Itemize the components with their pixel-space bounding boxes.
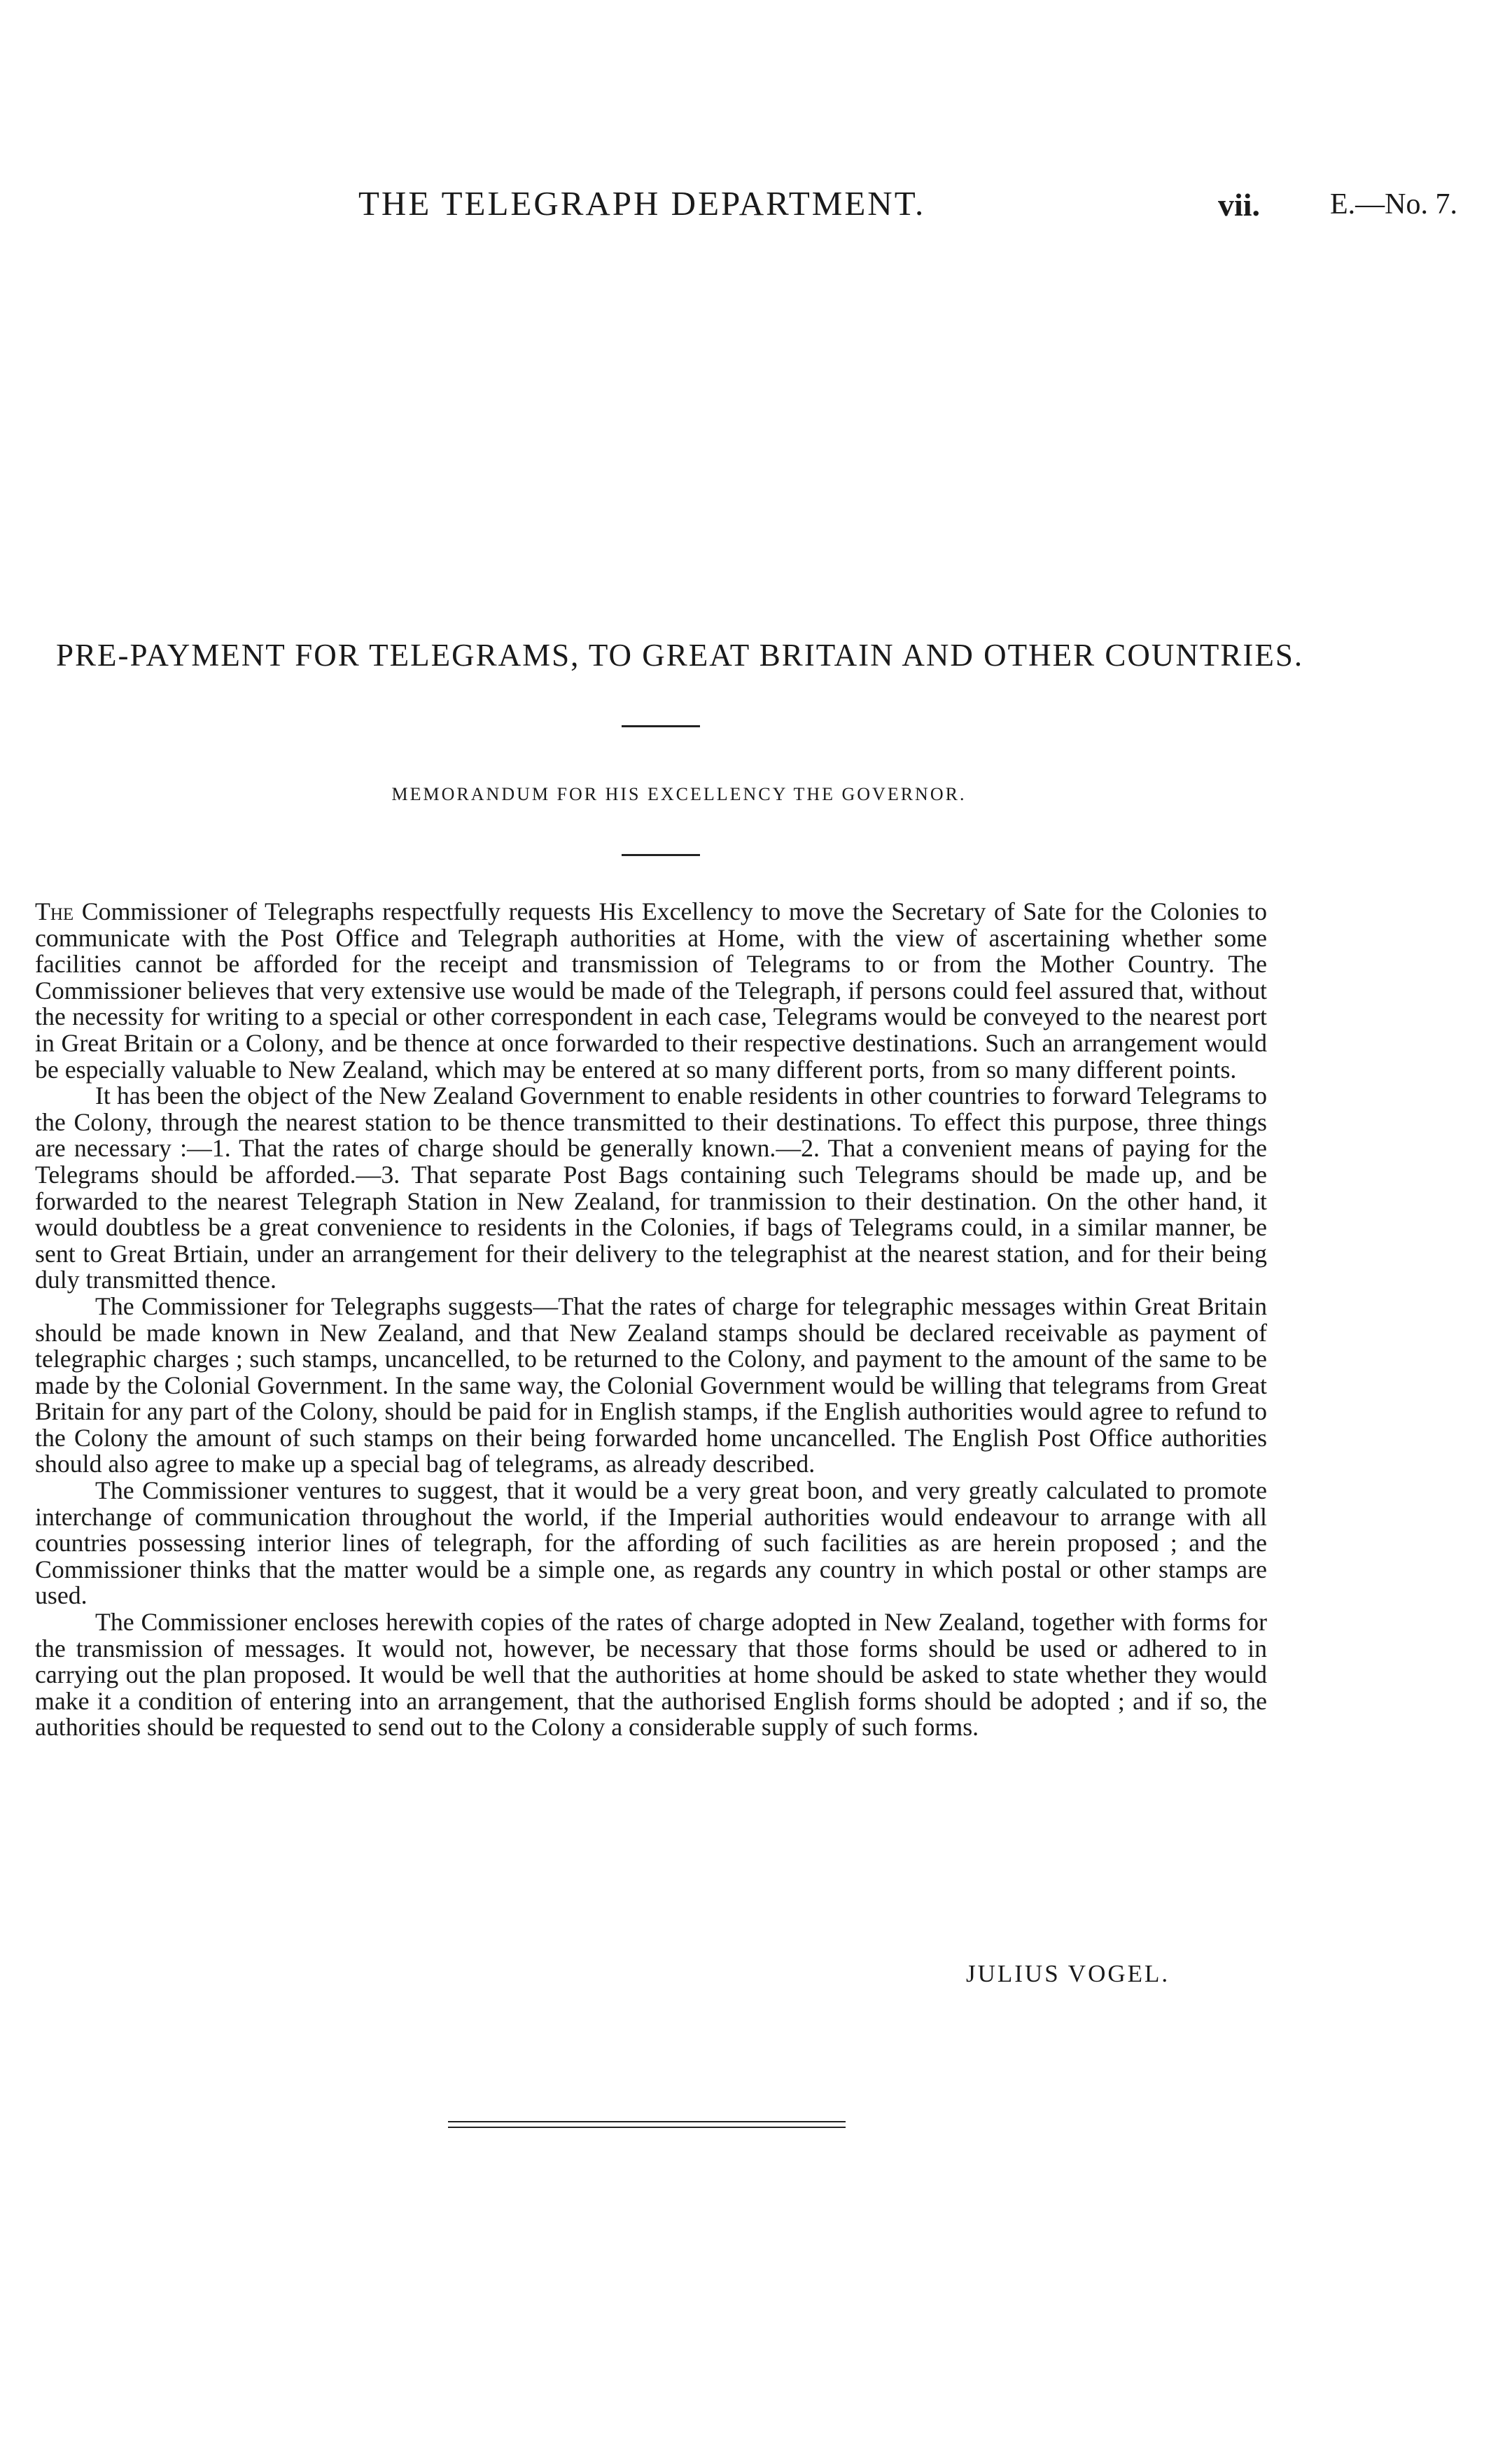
paragraph: The Commissioner encloses herewith copies of the rates of charge adopted in New Zealand, together with forms for the transmission of messages. It would not, however, be necessary that those forms should be used or adhered to in carrying out the plan proposed. It would be well that the authorities at home should be asked to state whether they would make it a condition of entering into an arrangement, that the authorised English forms should be adopted ; and if so, the authorities should be requested to send out to the Colony a considerable supply of such forms. [35, 1608, 1267, 1742]
document-reference: E.—No. 7. [1330, 188, 1457, 220]
paragraph-text: Commissioner of Telegraphs respectfully requests His Excellency to move the Secretary of Sate for the Colonies to communicate with the Post Office and Telegraph authorities at Home, with the view of ascertaining whether some facilities cannot be afforded for the receipt and transmission of Telegrams to or from the Mother Country. The Commissioner believes that very extensive use would be made of the Telegraph, if persons could feel assured that, without the necessity for writing to a special or other correspondent in each case, Telegrams would be conveyed to the nearest port in Great Britain or a Colony, and be thence at once forwarded to their respective destinations. Such an arrangement would be especially valuable to New Zealand, which may be entered at so many different ports, from so many different points. [35, 897, 1267, 1084]
paragraph: The Commissioner for Telegraphs suggests—That the rates of charge for telegraphic messages within Great Britain should be made known in New Zealand, and that New Zealand stamps should be declared receivable as payment of telegraphic charges ; such stamps, uncancelled, to be returned to the Colony, and payment to the amount of the same to be made by the Colonial Government. In the same way, the Colonial Government would be willing that telegrams from Great Britain for any part of the Colony, should be paid for in English stamps, if the English authorities would agree to refund to the Colony the amount of such stamps on their being forwarded home uncancelled. The English Post Office authorities should also agree to make up a special bag of telegrams, as already described. [35, 1292, 1267, 1478]
memorandum-body [35, 899, 1267, 1741]
page-title: PRE-PAYMENT FOR TELEGRAMS, TO GREAT BRITAIN AND OTHER COUNTRIES. [56, 638, 1304, 673]
department-heading: THE TELEGRAPH DEPARTMENT. [358, 184, 926, 223]
paragraph [35, 899, 1267, 1083]
closing-rule [448, 2121, 846, 2122]
divider [622, 725, 700, 727]
paragraph-lead-word: The [35, 897, 74, 925]
divider [622, 854, 700, 856]
memorandum-subtitle: MEMORANDUM FOR HIS EXCELLENCY THE GOVERNOR. [391, 784, 967, 804]
running-head [0, 183, 1505, 239]
page-number: vii. [1218, 187, 1261, 223]
paragraph: It has been the object of the New Zealand Government to enable residents in other countries to forward Telegrams to the Colony, through the nearest station to be thence transmitted to their destinations. To effect this purpose, three things are necessary :—1. That the rates of charge should be generally known.—2. That a convenient means of paying for the Telegrams should be afforded.—3. That separate Post Bags containing such Telegrams should be made up, and be forwarded to the nearest Telegraph Station in New Zealand, for tranmission to their destination. On the other hand, it would doubtless be a great convenience to residents in the Colonies, if bags of Telegrams could, in a similar manner, be sent to Great Brtiain, under an arrangement for their delivery to the telegraphist at the nearest station, and for their being duly transmitted thence. [35, 1082, 1267, 1294]
closing-rule [448, 2127, 846, 2128]
signature: JULIUS VOGEL. [966, 1960, 1170, 1987]
paragraph: The Commissioner ventures to suggest, that it would be a very great boon, and very greatly calculated to promote interchange of communication throughout the world, if the Imperial authorities would endeavour to arrange with all countries possessing interior lines of telegraph, for the affording of such facilities as are herein proposed ; and the Commissioner thinks that the matter would be a simple one, as regards any country in which postal or other stamps are used. [35, 1476, 1267, 1610]
